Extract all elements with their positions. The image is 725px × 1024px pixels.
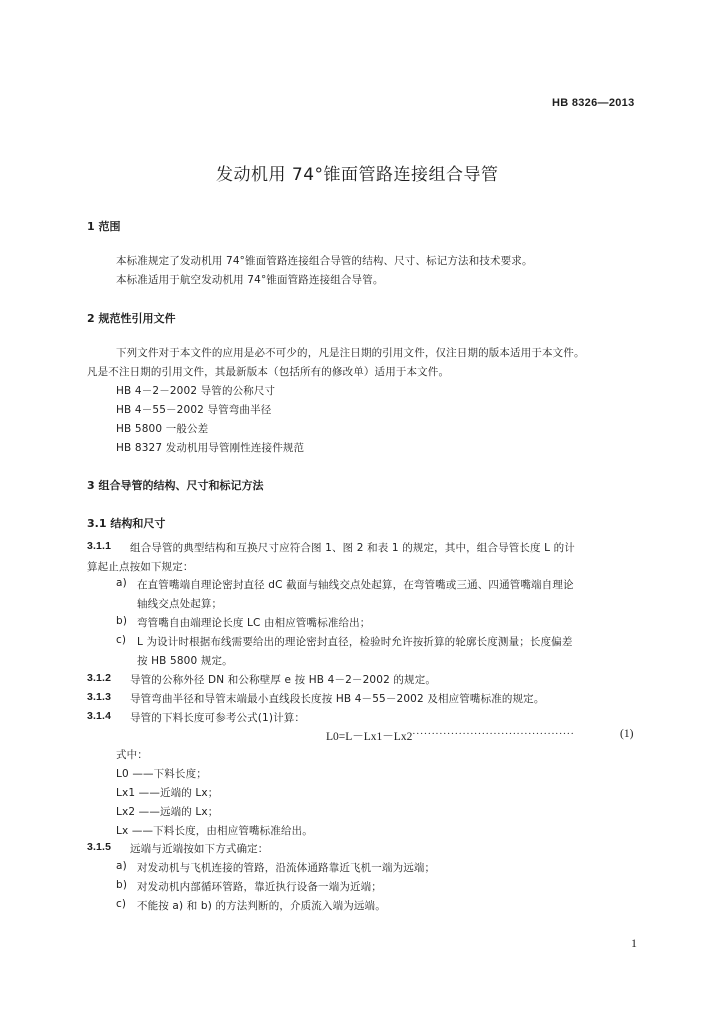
clause-3-1-2-number: 3.1.2: [87, 672, 112, 684]
reference-item: HB 4－55－2002 导管弯曲半径: [116, 404, 272, 416]
clause-3-1-5-number: 3.1.5: [87, 841, 112, 853]
clause-3-1-3-text: 导管弯曲半径和导管末端最小直线段长度按 HB 4－55－2002 及相应管嘴标准的规定。: [130, 693, 545, 705]
section-1-heading: 1 范围: [87, 220, 121, 233]
clause-3-1-1-c-line-2: 按 HB 5800 规定。: [137, 655, 233, 667]
definition-item: L0 ——下料长度；: [116, 768, 207, 780]
clause-3-1-1-c-line-1: L 为设计时根据布线需要给出的理论密封直径，检验时允许按折算的轮廓长度测量；长度偏差: [137, 636, 573, 648]
section-3-heading: 3 组合导管的结构、尺寸和标记方法: [87, 479, 264, 492]
clause-3-1-1-a-line-1: 在直管嘴端自理论密封直径 dC 截面与轴线交点处起算，在弯管嘴或三通、四通管嘴端自理论: [137, 579, 574, 591]
clause-3-1-4-text: 导管的下料长度可参考公式(1)计算：: [130, 712, 306, 724]
formula-number: (1): [620, 728, 634, 740]
list-label: b): [116, 879, 128, 891]
clause-3-1-1-a-line-2: 轴线交点处起算；: [137, 598, 223, 610]
clause-3-1-1-line-2: 算起止点按如下规定：: [87, 561, 194, 573]
clause-3-1-2-text: 导管的公称外径 DN 和公称壁厚 e 按 HB 4－2－2002 的规定。: [130, 674, 436, 686]
clause-3-1-5-item: 对发动机与飞机连接的管路，沿流体通路靠近飞机一端为远端；: [137, 862, 436, 874]
definition-item: Lx1 ——近端的 Lx；: [116, 787, 219, 799]
section-1-paragraph-1: 本标准规定了发动机用 74°锥面管路连接组合导管的结构、尺寸、标记方法和技术要求。: [116, 255, 533, 267]
list-label: b): [116, 615, 128, 627]
clause-3-1-1-b: 弯管嘴自由端理论长度 LC 由相应管嘴标准给出；: [137, 617, 371, 629]
list-label: a): [116, 860, 127, 872]
section-3-1-heading: 3.1 结构和尺寸: [87, 517, 166, 530]
page-number: 1: [631, 936, 637, 950]
list-label: c): [116, 898, 127, 910]
reference-item: HB 5800 一般公差: [116, 423, 209, 435]
list-label: c): [116, 634, 127, 646]
clause-3-1-5-item: 对发动机内部循环管路，靠近执行设备一端为近端；: [137, 881, 382, 893]
list-label: a): [116, 577, 127, 589]
section-1-paragraph-2: 本标准适用于航空发动机用 74°锥面管路连接组合导管。: [116, 274, 384, 286]
section-2-heading: 2 规范性引用文件: [87, 312, 176, 325]
document-code: HB 8326—2013: [552, 97, 635, 109]
section-2-paragraph-line-2: 凡是不注日期的引用文件，其最新版本（包括所有的修改单）适用于本文件。: [87, 366, 450, 378]
definition-item: Lx ——下料长度，由相应管嘴标准给出。: [116, 825, 313, 837]
clause-3-1-1-number: 3.1.1: [87, 540, 112, 552]
reference-item: HB 4－2－2002 导管的公称尺寸: [116, 385, 276, 397]
reference-item: HB 8327 发动机用导管刚性连接件规范: [116, 442, 305, 454]
clause-3-1-5-text: 远端与近端按如下方式确定：: [130, 843, 269, 855]
definition-item: Lx2 ——远端的 Lx；: [116, 806, 219, 818]
where-label: 式中：: [116, 749, 148, 761]
clause-3-1-1-line-1: 组合导管的典型结构和互换尺寸应符合图 1、图 2 和表 1 的规定，其中，组合导管长度 L 的计: [130, 542, 575, 554]
formula-leader-dots: ··········································: [412, 728, 575, 740]
clause-3-1-5-item: 不能按 a) 和 b) 的方法判断的，介质流入端为远端。: [137, 900, 386, 912]
document-title: 发动机用 74°锥面管路连接组合导管: [216, 165, 499, 185]
section-2-paragraph-line-1: 下列文件对于本文件的应用是必不可少的，凡是注日期的引用文件，仅注日期的版本适用于本文件。: [116, 347, 585, 359]
clause-3-1-3-number: 3.1.3: [87, 691, 112, 703]
clause-3-1-4-number: 3.1.4: [87, 710, 112, 722]
formula: L0=L－Lx1－Lx2: [326, 731, 413, 743]
